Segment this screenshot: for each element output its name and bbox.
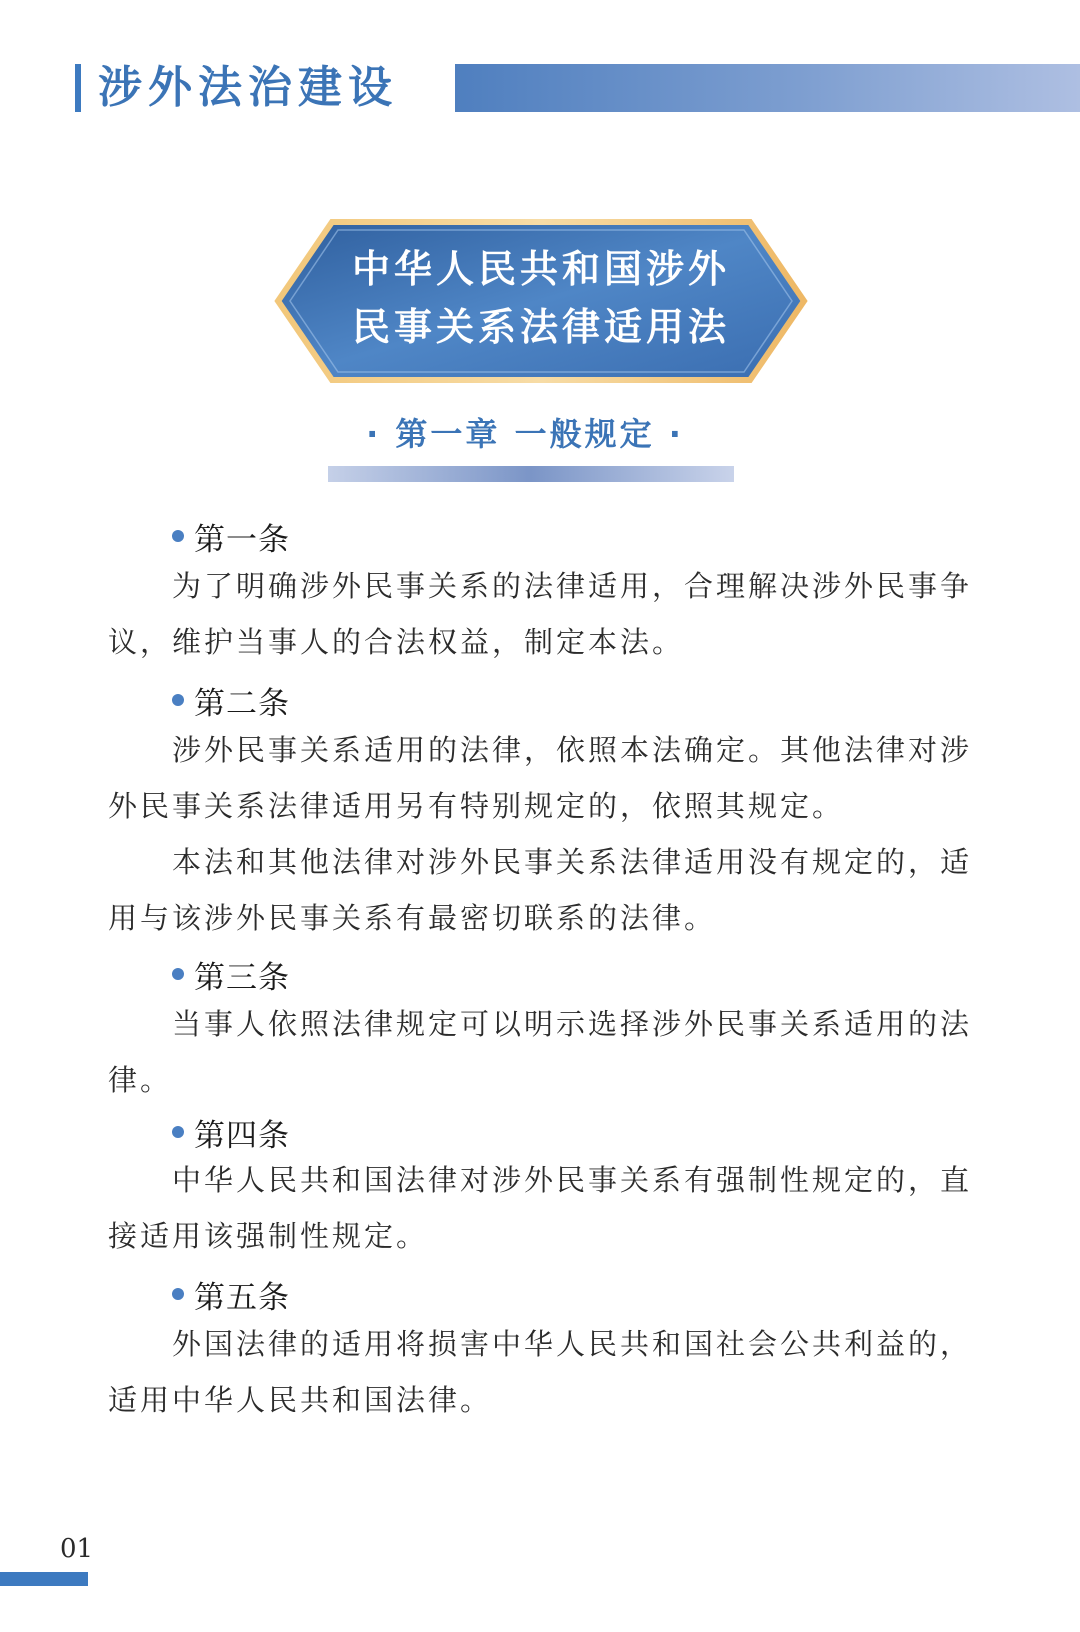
article-paragraph: 本法和其他法律对涉外民事关系法律适用没有规定的，适用与该涉外民事关系有最密切联系的法律。 [108, 845, 973, 935]
section-title: 涉外法治建设 [98, 62, 398, 113]
article-title: 第一条 [194, 521, 290, 558]
article-title: 第四条 [194, 1117, 290, 1154]
page-number: 01 [60, 1534, 94, 1564]
footer-accent-bar [0, 1572, 88, 1586]
bullet-dot-icon [172, 530, 184, 542]
article-title: 第二条 [194, 685, 290, 722]
bullet-dot-icon [172, 968, 184, 980]
article-heading [172, 1272, 290, 1316]
law-title-badge [272, 218, 810, 384]
article-paragraph: 当事人依照法律规定可以明示选择涉外民事关系适用的法律。 [108, 1007, 973, 1097]
bullet-dot-icon [172, 694, 184, 706]
article-heading [172, 514, 290, 558]
article-heading [172, 1110, 290, 1154]
law-title [272, 240, 810, 356]
law-title-line-1: 中华人民共和国涉外 [351, 247, 730, 291]
article-title: 第五条 [194, 1279, 290, 1316]
header-gradient-band [455, 64, 1080, 112]
article-title: 第三条 [194, 959, 290, 996]
header-accent-bar [75, 64, 81, 112]
page-header [0, 60, 1080, 116]
bullet-dot-icon [172, 1288, 184, 1300]
chapter-underline [328, 466, 734, 482]
article-heading [172, 678, 290, 722]
article-paragraph: 外国法律的适用将损害中华人民共和国社会公共利益的，适用中华人民共和国法律。 [108, 1327, 973, 1417]
article-paragraph: 涉外民事关系适用的法律，依照本法确定。其他法律对涉外民事关系法律适用另有特别规定的，依照其规定。 [108, 733, 973, 823]
article-paragraph: 为了明确涉外民事关系的法律适用，合理解决涉外民事争议，维护当事人的合法权益，制定本法。 [108, 569, 973, 659]
bullet-dot-icon [172, 1126, 184, 1138]
law-title-line-2: 民事关系法律适用法 [351, 305, 730, 349]
article-heading [172, 952, 290, 996]
article-paragraph: 中华人民共和国法律对涉外民事关系有强制性规定的，直接适用该强制性规定。 [108, 1163, 973, 1253]
chapter-heading: · 第一章 一般规定 · [366, 415, 684, 453]
